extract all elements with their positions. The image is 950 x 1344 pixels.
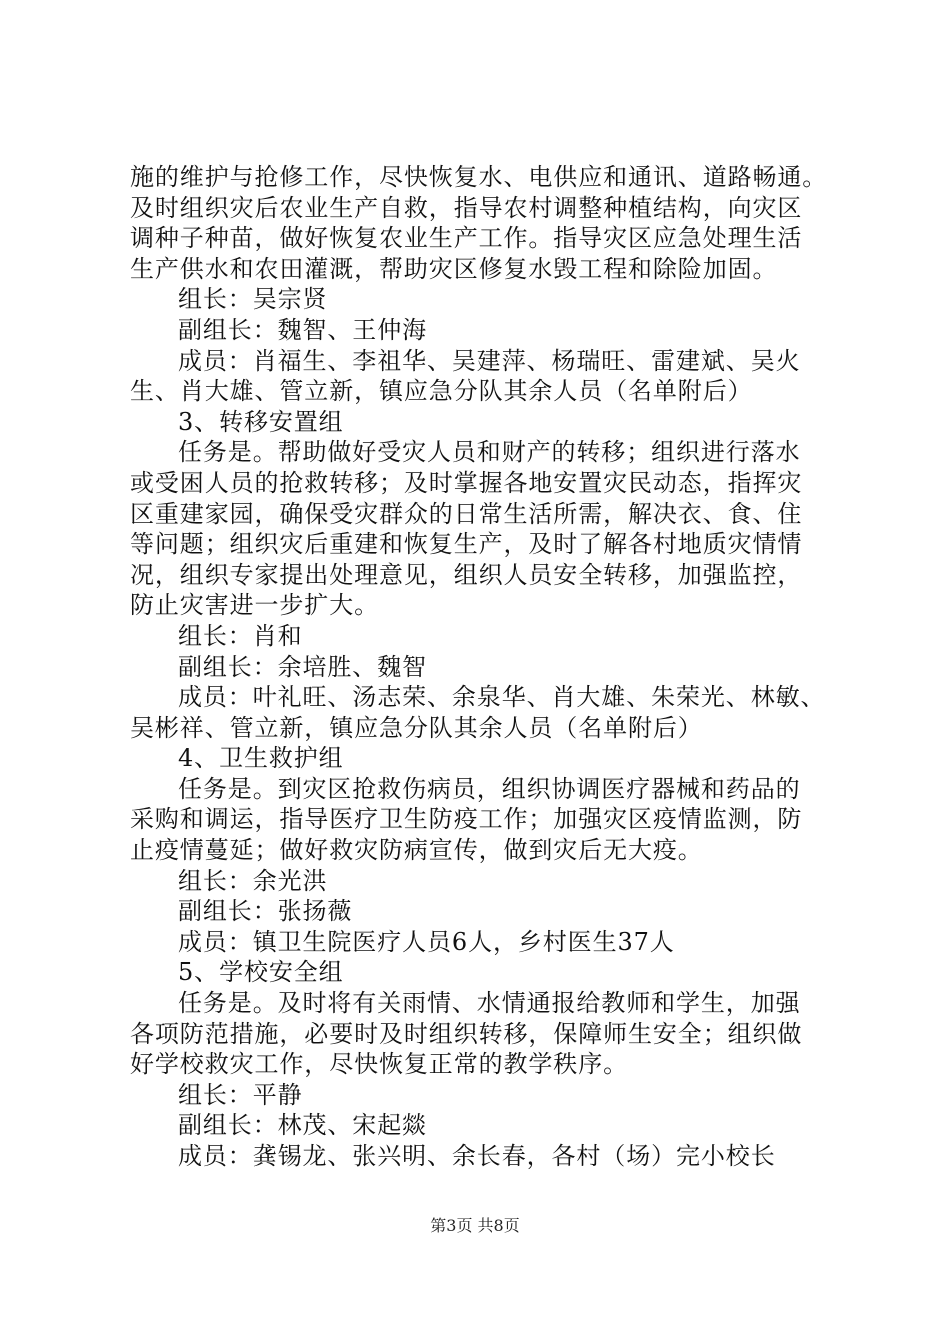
text-line: 组长：余光洪 xyxy=(178,866,328,895)
text-line: 任务是。帮助做好受灾人员和财产的转移；组织进行落水 xyxy=(178,438,801,467)
text-line: 吴彬祥、管立新，镇应急分队其余人员（名单附后） xyxy=(130,713,703,742)
text-line: 成员：龚锡龙、张兴明、余长春，各村（场）完小校长 xyxy=(178,1142,776,1170)
text-line: 副组长：张扬薇 xyxy=(178,897,353,926)
text-line: 成员：肖福生、李祖华、吴建萍、杨瑞旺、雷建斌、吴火 xyxy=(178,346,801,375)
text-line: 副组长：林茂、宋起燚 xyxy=(178,1111,427,1140)
text-line: 3、转移安置组 xyxy=(178,407,344,436)
text-line: 止疫情蔓延；做好救灾防病宣传，做到灾后无大疫。 xyxy=(130,836,703,865)
body-text xyxy=(130,162,830,1172)
text-line: 5、学校安全组 xyxy=(178,958,344,987)
text-line: 等问题；组织灾后重建和恢复生产，及时了解各村地质灾情情 xyxy=(130,530,803,559)
text-line: 生产供水和农田灌溉，帮助灾区修复水毁工程和除险加固。 xyxy=(130,254,778,283)
text-line: 生、肖大雄、管立新，镇应急分队其余人员（名单附后） xyxy=(130,377,753,406)
text-line: 及时组织灾后农业生产自救，指导农村调整种植结构，向灾区 xyxy=(130,193,803,222)
text-line: 副组长：魏智、王仲海 xyxy=(178,315,427,344)
text-line: 成员：镇卫生院医疗人员6人，乡村医生37人 xyxy=(178,927,675,956)
text-line: 区重建家园，确保受灾群众的日常生活所需，解决衣、食、住 xyxy=(130,499,803,528)
text-line: 采购和调运，指导医疗卫生防疫工作；加强灾区疫情监测，防 xyxy=(130,805,803,834)
text-line: 施的维护与抢修工作，尽快恢复水、电供应和通讯、道路畅通。 xyxy=(130,163,828,191)
text-line: 成员：叶礼旺、汤志荣、余泉华、肖大雄、朱荣光、林敏、 xyxy=(178,683,826,712)
text-line: 组长：吴宗贤 xyxy=(178,285,328,314)
text-line: 各项防范措施，必要时及时组织转移，保障师生安全；组织做 xyxy=(130,1019,803,1048)
text-line: 4、卫生救护组 xyxy=(178,744,344,773)
text-line: 防止灾害进一步扩大。 xyxy=(130,591,379,620)
text-line: 副组长：余培胜、魏智 xyxy=(178,652,427,681)
page-footer: 第3页 共8页 xyxy=(430,1216,520,1235)
text-line: 调种子种苗，做好恢复农业生产工作。指导灾区应急处理生活 xyxy=(130,224,803,253)
text-line: 况，组织专家提出处理意见，组织人员安全转移，加强监控， xyxy=(130,560,803,589)
text-line: 任务是。及时将有关雨情、水情通报给教师和学生，加强 xyxy=(178,989,801,1018)
text-line: 任务是。到灾区抢救伤病员，组织协调医疗器械和药品的 xyxy=(178,774,801,803)
text-line: 好学校救灾工作，尽快恢复正常的教学秩序。 xyxy=(130,1050,628,1079)
text-line: 组长：平静 xyxy=(178,1080,303,1109)
text-line: 或受困人员的抢救转移；及时掌握各地安置灾民动态，指挥灾 xyxy=(130,468,803,497)
text-line: 组长：肖和 xyxy=(178,621,303,650)
